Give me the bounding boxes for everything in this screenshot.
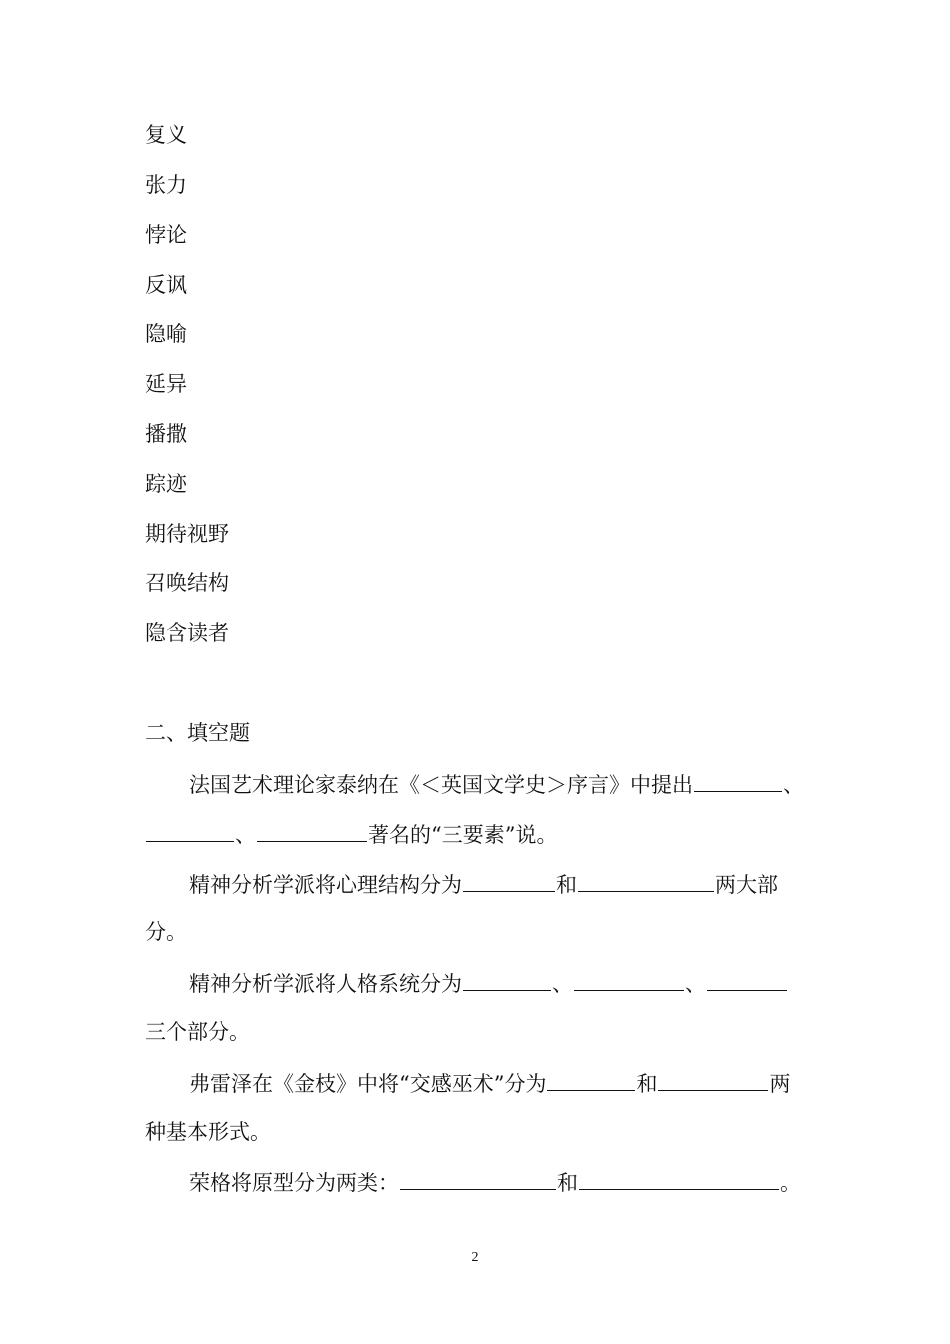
separator: 、: [235, 823, 256, 847]
question-text: 。: [780, 1171, 801, 1195]
answer-blank[interactable]: [257, 819, 367, 842]
conjunction: 和: [636, 1072, 658, 1096]
question-2-line-1: [189, 869, 778, 899]
question-4-line-2: 种基本形式。: [145, 1120, 271, 1144]
answer-blank[interactable]: [707, 968, 787, 991]
term-item: 播撒: [145, 422, 187, 446]
answer-blank[interactable]: [658, 1068, 768, 1091]
answer-blank[interactable]: [463, 968, 551, 991]
term-item: 张力: [145, 173, 187, 197]
term-item: 隐喻: [145, 322, 187, 346]
question-text: 著名的“三要素”说。: [368, 823, 558, 847]
question-text: 荣格将原型分为两类：: [189, 1171, 399, 1195]
question-5-line-1: [189, 1167, 801, 1197]
page-number: 2: [471, 1250, 479, 1265]
question-text: 法国艺术理论家泰纳在《＜英国文学史＞序言》中提出: [189, 773, 693, 797]
question-3-line-2: 三个部分。: [145, 1020, 250, 1044]
answer-blank[interactable]: [463, 869, 555, 892]
term-item: 期待视野: [145, 522, 229, 546]
answer-blank[interactable]: [579, 1167, 779, 1190]
separator: 、: [783, 773, 804, 797]
question-text: 两: [769, 1072, 791, 1096]
term-item: 反讽: [145, 273, 187, 297]
answer-blank[interactable]: [547, 1068, 635, 1091]
answer-blank[interactable]: [400, 1167, 556, 1190]
separator: 、: [552, 972, 573, 996]
term-item: 复义: [145, 123, 187, 147]
answer-blank[interactable]: [574, 968, 684, 991]
question-text: 弗雷泽在《金枝》中将“交感巫术”分为: [189, 1072, 547, 1096]
section-title: 二、填空题: [145, 721, 250, 745]
term-item: 召唤结构: [145, 571, 229, 595]
question-1-line-1: [189, 769, 804, 799]
conjunction: 和: [557, 1171, 578, 1195]
question-2-line-2: 分。: [145, 920, 187, 944]
term-item: 踪迹: [145, 472, 187, 496]
answer-blank[interactable]: [146, 819, 234, 842]
term-item: 悖论: [145, 223, 187, 247]
answer-blank[interactable]: [694, 769, 782, 792]
conjunction: 和: [556, 873, 577, 897]
question-text: 精神分析学派将心理结构分为: [189, 873, 462, 897]
term-item: 延异: [145, 372, 187, 396]
question-4-line-1: [189, 1068, 790, 1098]
question-text: 两大部: [715, 873, 778, 897]
separator: 、: [685, 972, 706, 996]
question-text: 精神分析学派将人格系统分为: [189, 972, 462, 996]
answer-blank[interactable]: [578, 869, 714, 892]
term-item: 隐含读者: [145, 621, 229, 645]
question-3-line-1: [189, 968, 788, 998]
question-1-line-2: [145, 819, 557, 849]
